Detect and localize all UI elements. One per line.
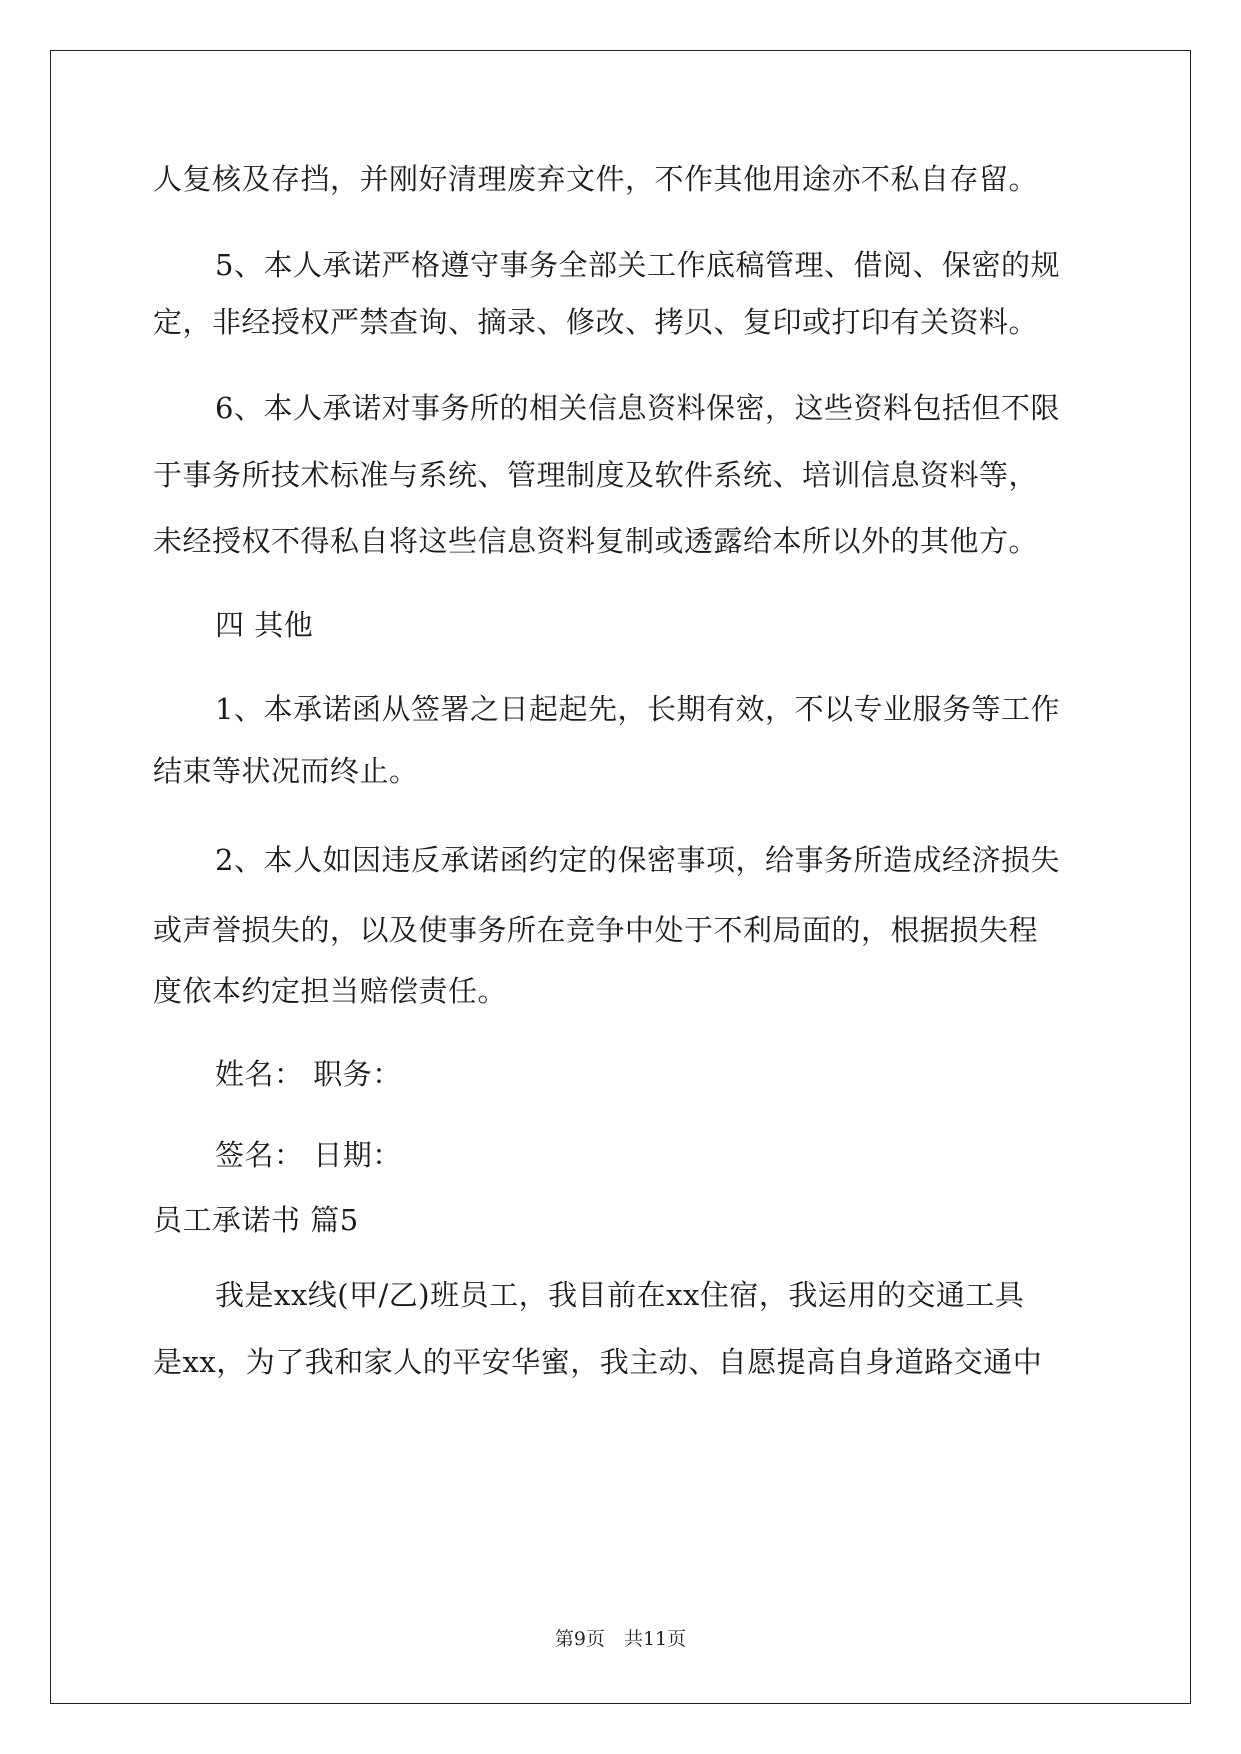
- text-line: 未经授权不得私自将这些信息资料复制或透露给本所以外的其他方。: [153, 524, 1039, 558]
- page-number: 第9页 共11页: [554, 1628, 687, 1650]
- text-line: 2、本人如因违反承诺函约定的保密事项，给事务所造成经济损失: [215, 843, 1060, 877]
- text-line: 是xx，为了我和家人的平安华蜜，我主动、自愿提高自身道路交通中: [153, 1345, 1043, 1379]
- text-line: 结束等状况而终止。: [153, 754, 419, 788]
- section-title: 员工承诺书 篇5: [153, 1203, 359, 1237]
- text-line: 5、本人承诺严格遵守事务全部关工作底稿管理、借阅、保密的规: [215, 248, 1060, 282]
- text-line: 人复核及存挡，并刚好清理废弃文件，不作其他用途亦不私自存留。: [153, 162, 1039, 196]
- text-line: 于事务所技术标准与系统、管理制度及软件系统、培训信息资料等，: [153, 458, 1039, 492]
- section-heading: 四 其他: [215, 608, 314, 642]
- signature-date-line: 签名： 日期：: [215, 1138, 402, 1172]
- text-line: 6、本人承诺对事务所的相关信息资料保密，这些资料包括但不限: [215, 391, 1060, 425]
- text-line: 我是xx线(甲/乙)班员工，我目前在xx住宿，我运用的交通工具: [215, 1278, 1025, 1312]
- text-line: 或声誉损失的，以及使事务所在竞争中处于不利局面的，根据损失程: [153, 913, 1039, 947]
- text-line: 定，非经授权严禁查询、摘录、修改、拷贝、复印或打印有关资料。: [153, 305, 1039, 339]
- text-line: 1、本承诺函从签署之日起起先，长期有效，不以专业服务等工作: [215, 692, 1060, 726]
- signature-name-line: 姓名： 职务：: [215, 1057, 402, 1091]
- text-line: 度依本约定担当赔偿责任。: [153, 974, 508, 1008]
